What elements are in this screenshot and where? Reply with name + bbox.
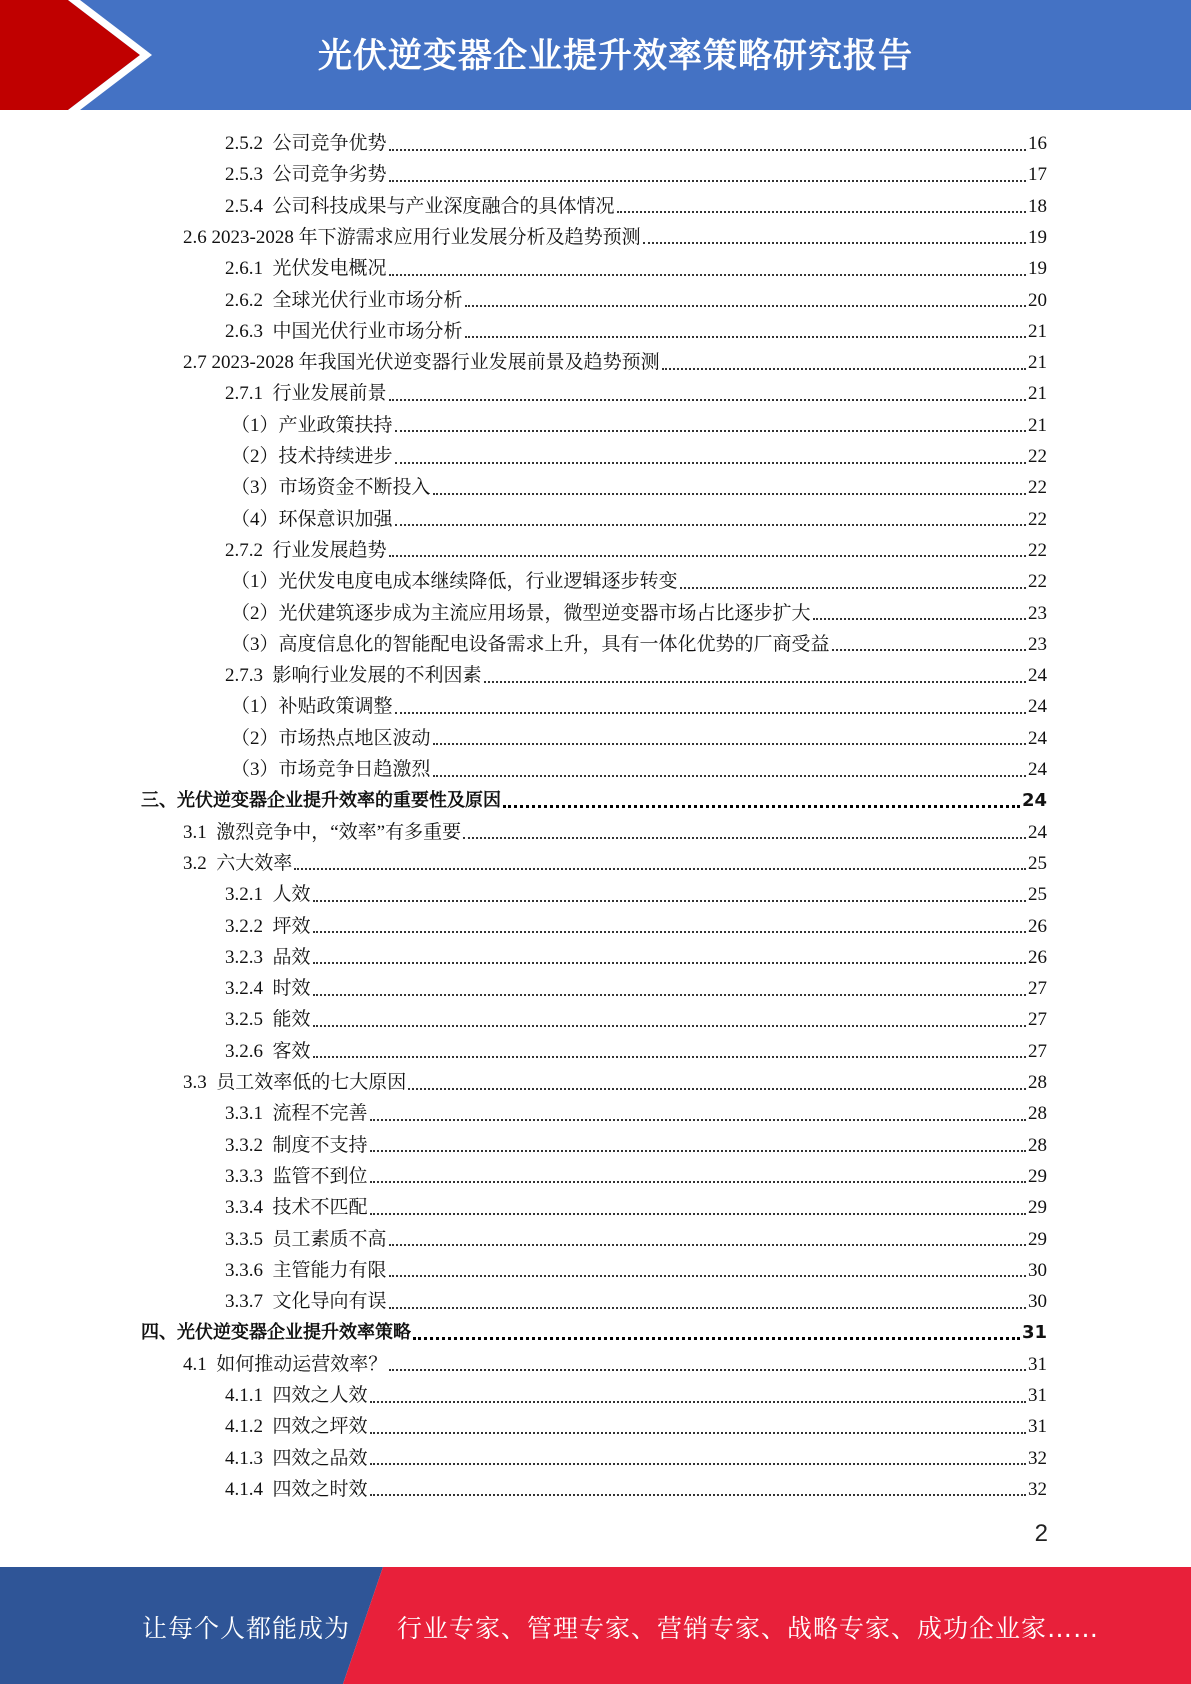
toc-entry-number: 2.6.3 <box>225 320 273 342</box>
toc-entry-page: 29 <box>1028 1165 1047 1187</box>
footer-slogan-left: 让每个人都能成为 <box>142 1614 351 1643</box>
toc-entry[interactable] <box>225 285 1047 316</box>
toc-entry[interactable] <box>225 1411 1047 1442</box>
toc-entry-page: 29 <box>1028 1228 1047 1250</box>
toc-dot-leader <box>395 524 1026 526</box>
toc-dot-leader <box>389 399 1026 401</box>
toc-entry-label: 市场热点地区波动 <box>278 727 431 749</box>
page-header <box>0 0 1191 110</box>
toc-dot-leader <box>433 493 1026 495</box>
toc-entry[interactable] <box>141 785 1047 816</box>
toc-dot-leader <box>294 868 1026 870</box>
toc-entry-page: 22 <box>1028 539 1047 561</box>
toc-entry-page: 26 <box>1028 946 1047 968</box>
toc-entry-number: 3.3.2 <box>225 1134 273 1156</box>
toc-entry-label: 四效之品效 <box>272 1447 368 1469</box>
toc-dot-leader <box>370 1119 1026 1121</box>
toc-dot-leader <box>433 743 1026 745</box>
toc-entry-label: 光伏建筑逐步成为主流应用场景，微型逆变器市场占比逐步扩大 <box>278 602 811 624</box>
toc-entry-label: 四效之人效 <box>272 1385 368 1406</box>
toc-entry-page: 24 <box>1028 665 1047 687</box>
toc-entry-page: 27 <box>1028 1009 1047 1031</box>
toc-entry-page: 18 <box>1028 195 1047 217</box>
toc-entry[interactable] <box>225 316 1047 347</box>
toc-dot-leader <box>465 336 1026 338</box>
toc-entry-label: 补贴政策调整 <box>278 696 393 718</box>
toc-entry[interactable] <box>225 1286 1047 1317</box>
toc-entry-number: 3.2.5 <box>225 1009 273 1031</box>
report-title: 光伏逆变器企业提升效率策略研究报告 <box>318 36 913 76</box>
toc-entry-page: 30 <box>1028 1259 1047 1281</box>
toc-entry-label: 全球光伏行业市场分析 <box>272 289 463 311</box>
toc-entry-page: 30 <box>1028 1291 1047 1313</box>
toc-entry-number: 4.1.3 <box>225 1447 273 1469</box>
toc-entry-label: 环保意识加强 <box>278 508 393 530</box>
toc-entry-page: 24 <box>1028 727 1047 749</box>
toc-entry[interactable] <box>231 441 1047 472</box>
toc-entry-page: 20 <box>1028 289 1047 311</box>
toc-dot-leader <box>408 1088 1026 1090</box>
toc-entry-number: 2.6.2 <box>225 289 273 311</box>
toc-entry-label: 六大效率 <box>216 852 293 874</box>
toc-entry[interactable] <box>225 1224 1047 1255</box>
footer-slogan-right: 行业专家、管理专家、营销专家、战略专家、成功企业家…… <box>397 1614 1100 1643</box>
toc-dot-leader <box>370 1150 1026 1152</box>
toc-entry-page: 22 <box>1028 477 1047 499</box>
toc-entry-label: 流程不完善 <box>272 1103 368 1125</box>
toc-entry-number: （2） <box>231 446 279 467</box>
toc-entry-page: 22 <box>1028 508 1047 530</box>
toc-entry[interactable] <box>225 1161 1047 1192</box>
toc-entry-label: 行业发展趋势 <box>272 539 387 561</box>
toc-entry-number: 4.1.1 <box>225 1385 273 1406</box>
toc-entry[interactable] <box>231 691 1047 722</box>
toc-entry-page: 16 <box>1028 133 1047 154</box>
toc-entry-number: 2.6 <box>183 226 212 248</box>
toc-dot-leader <box>389 555 1026 557</box>
toc-entry-page: 27 <box>1028 978 1047 1000</box>
toc-entry[interactable] <box>231 566 1047 597</box>
toc-entry-number: 2.6.1 <box>225 258 273 280</box>
toc-dot-leader <box>463 837 1026 839</box>
toc-entry-page: 25 <box>1028 852 1047 874</box>
toc-entry-label: 制度不支持 <box>272 1134 368 1156</box>
toc-entry[interactable] <box>231 598 1047 629</box>
toc-dot-leader <box>662 368 1026 370</box>
toc-entry[interactable] <box>183 848 1047 879</box>
toc-entry[interactable] <box>231 723 1047 754</box>
toc-entry-page: 21 <box>1028 414 1047 436</box>
toc-entry-label: 四效之时效 <box>272 1478 368 1500</box>
toc-entry-number: （1） <box>231 414 279 436</box>
toc-entry[interactable] <box>225 128 1047 159</box>
toc-entry-label: 员工效率低的七大原因 <box>216 1072 407 1093</box>
toc-entry-page: 31 <box>1028 1385 1047 1406</box>
toc-dot-leader <box>395 462 1026 464</box>
toc-entry-number: 3.3.7 <box>225 1291 273 1313</box>
page-footer <box>0 1567 1191 1684</box>
toc-entry-page: 24 <box>1028 821 1047 843</box>
toc-entry-page: 19 <box>1028 226 1047 248</box>
toc-dot-leader <box>389 274 1026 276</box>
toc-entry-number: 2.7 <box>183 352 212 374</box>
toc-entry-number: 2.7.3 <box>225 665 273 687</box>
toc-entry-number: 3.1 <box>183 821 217 843</box>
toc-entry-number: （1） <box>231 571 279 593</box>
toc-entry-label: 主管能力有限 <box>272 1259 387 1281</box>
page-number: 2 <box>1034 1520 1048 1547</box>
toc-entry[interactable] <box>225 1380 1047 1411</box>
toc-entry[interactable] <box>231 629 1047 660</box>
toc-entry-number: （1） <box>231 696 279 718</box>
toc-dot-leader <box>484 681 1026 683</box>
toc-entry-number: 3.2 <box>183 852 217 874</box>
toc-entry-page: 24 <box>1028 696 1047 718</box>
toc-entry-label: 行业发展前景 <box>272 383 387 405</box>
toc-entry[interactable] <box>225 159 1047 190</box>
toc-entry-label: 产业政策扶持 <box>278 414 393 436</box>
toc-entry-page: 24 <box>1021 790 1047 812</box>
toc-dot-leader <box>389 1369 1026 1371</box>
toc-dot-leader <box>465 305 1026 307</box>
toc-entry-number: （3） <box>231 477 279 499</box>
toc-dot-leader <box>313 994 1026 996</box>
toc-entry-number: 3.2.6 <box>225 1040 273 1062</box>
toc-entry-label: 2023-2028 年下游需求应用行业发展分析及趋势预测 <box>211 226 641 248</box>
toc-entry-page: 23 <box>1028 633 1047 655</box>
toc-dot-leader <box>395 712 1026 714</box>
toc-entry-label: 能效 <box>272 1009 311 1031</box>
toc-entry-number: （3） <box>231 633 279 655</box>
toc-entry[interactable] <box>225 879 1047 910</box>
toc-entry-label: 市场资金不断投入 <box>278 477 431 499</box>
toc-entry-label: 四效之坪效 <box>272 1416 368 1438</box>
toc-entry-number: （2） <box>231 602 279 624</box>
toc-entry-number: 2.5.4 <box>225 195 273 217</box>
toc-entry-number: 3.2.4 <box>225 978 273 1000</box>
toc-entry-number: （2） <box>231 727 279 749</box>
toc-entry[interactable] <box>225 973 1047 1004</box>
toc-entry-page: 25 <box>1028 884 1047 906</box>
toc-entry-label: 技术不匹配 <box>272 1197 368 1219</box>
toc-entry[interactable] <box>225 378 1047 409</box>
toc-dot-leader <box>389 1275 1026 1277</box>
toc-entry-page: 29 <box>1028 1197 1047 1219</box>
toc-dot-leader <box>395 430 1026 432</box>
toc-entry-page: 22 <box>1028 571 1047 593</box>
toc-entry-page: 31 <box>1028 1416 1047 1438</box>
toc-entry-number: 3.3.6 <box>225 1259 273 1281</box>
toc-entry-number: 4.1.2 <box>225 1416 273 1438</box>
toc-entry[interactable] <box>183 1349 1047 1380</box>
toc-entry-label: 中国光伏行业市场分析 <box>272 320 463 342</box>
toc-entry-number: 4.1.4 <box>225 1478 273 1500</box>
toc-entry-label: 如何推动运营效率？ <box>216 1353 388 1375</box>
toc-entry[interactable] <box>225 1192 1047 1223</box>
toc-dot-leader <box>413 1337 1020 1340</box>
toc-entry-label: 三、光伏逆变器企业提升效率的重要性及原因 <box>141 790 501 812</box>
toc-dot-leader <box>389 149 1026 151</box>
toc-dot-leader <box>370 1401 1026 1403</box>
toc-entry-label: 高度信息化的智能配电设备需求上升，具有一体化优势的厂商受益 <box>278 633 830 655</box>
toc-entry[interactable] <box>225 1255 1047 1286</box>
toc-entry-label: 激烈竞争中，“效率”有多重要 <box>216 821 462 843</box>
toc-dot-leader <box>370 1463 1026 1465</box>
toc-entry-label: 公司科技成果与产业深度融合的具体情况 <box>272 195 615 217</box>
toc-dot-leader <box>313 900 1026 902</box>
toc-entry-label: 市场竞争日趋激烈 <box>278 759 431 780</box>
toc-entry-page: 24 <box>1028 759 1047 780</box>
toc-entry[interactable] <box>183 817 1047 848</box>
toc-entry-number: 4.1 <box>183 1353 217 1375</box>
toc-entry[interactable] <box>225 1098 1047 1129</box>
toc-entry-number: 3.3.1 <box>225 1103 273 1125</box>
toc-entry-label: 文化导向有误 <box>272 1291 387 1313</box>
toc-entry-label: 四、光伏逆变器企业提升效率策略 <box>141 1322 411 1344</box>
toc-dot-leader <box>832 649 1026 651</box>
toc-entry[interactable] <box>225 911 1047 942</box>
toc-entry-label: 监管不到位 <box>272 1165 368 1187</box>
toc-entry-label: 客效 <box>272 1040 311 1062</box>
toc-dot-leader <box>370 1432 1026 1434</box>
toc-entry-number: （4） <box>231 508 279 530</box>
toc-entry-label: 光伏发电概况 <box>272 258 387 280</box>
toc-entry[interactable] <box>225 942 1047 973</box>
toc-entry[interactable] <box>183 222 1047 253</box>
toc-entry[interactable] <box>225 253 1047 284</box>
toc-entry[interactable] <box>225 535 1047 566</box>
toc-dot-leader <box>680 587 1026 589</box>
toc-entry[interactable] <box>225 191 1047 222</box>
toc-entry-label: 2023-2028 年我国光伏逆变器行业发展前景及趋势预测 <box>211 352 660 374</box>
toc-entry[interactable] <box>225 1036 1047 1067</box>
toc-entry-page: 28 <box>1028 1103 1047 1125</box>
toc-entry[interactable] <box>141 1317 1047 1348</box>
toc-entry-number: 2.5.2 <box>225 133 273 154</box>
toc-dot-leader <box>389 180 1026 182</box>
toc-entry-page: 21 <box>1028 383 1047 405</box>
toc-entry-number: （3） <box>231 759 279 780</box>
toc-dot-leader <box>370 1494 1026 1496</box>
toc-entry-number: 3.2.3 <box>225 946 273 968</box>
toc-entry-label: 影响行业发展的不利因素 <box>272 665 482 687</box>
toc-dot-leader <box>389 1244 1026 1246</box>
toc-entry-label: 公司竞争优势 <box>272 133 387 154</box>
toc-entry-label: 坪效 <box>272 915 311 937</box>
toc-entry-page: 27 <box>1028 1040 1047 1062</box>
toc-entry-page: 26 <box>1028 915 1047 937</box>
toc-dot-leader <box>313 962 1026 964</box>
toc-dot-leader <box>617 211 1026 213</box>
toc-entry-page: 21 <box>1028 352 1047 374</box>
toc-entry-page: 32 <box>1028 1478 1047 1500</box>
toc-entry-label: 人效 <box>272 884 311 906</box>
toc-entry-page: 21 <box>1028 320 1047 342</box>
toc-entry-label: 时效 <box>272 978 311 1000</box>
toc-entry[interactable] <box>231 472 1047 503</box>
toc-entry-number: 3.2.1 <box>225 884 273 906</box>
toc-entry[interactable] <box>225 660 1047 691</box>
toc-dot-leader <box>313 931 1026 933</box>
toc-dot-leader <box>389 1307 1026 1309</box>
toc-entry-page: 28 <box>1028 1134 1047 1156</box>
toc-entry[interactable] <box>225 1443 1047 1474</box>
toc-dot-leader <box>813 618 1026 620</box>
toc-entry-label: 光伏发电度电成本继续降低，行业逻辑逐步转变 <box>278 571 678 593</box>
toc-entry-label: 员工素质不高 <box>272 1228 387 1250</box>
toc-entry-number: 2.7.2 <box>225 539 273 561</box>
toc-entry[interactable] <box>231 754 1047 785</box>
toc-entry-label: 品效 <box>272 946 311 968</box>
toc-entry[interactable] <box>225 1130 1047 1161</box>
toc-dot-leader <box>370 1181 1026 1183</box>
toc-entry-number: 2.7.1 <box>225 383 273 405</box>
toc-entry[interactable] <box>231 410 1047 441</box>
toc-entry-number: 3.3.4 <box>225 1197 273 1219</box>
toc-dot-leader <box>313 1025 1026 1027</box>
toc-dot-leader <box>370 1213 1026 1215</box>
toc-entry-label: 技术持续进步 <box>278 446 393 467</box>
toc-entry-page: 19 <box>1028 258 1047 280</box>
toc-entry-page: 31 <box>1028 1353 1047 1375</box>
toc-dot-leader <box>503 805 1020 808</box>
toc-entry-number: 3.3 <box>183 1072 217 1093</box>
toc-dot-leader <box>643 242 1026 244</box>
toc-entry-page: 28 <box>1028 1072 1047 1093</box>
toc-entry-page: 31 <box>1021 1322 1047 1344</box>
toc-entry[interactable] <box>225 1474 1047 1505</box>
toc-entry[interactable] <box>183 1067 1047 1098</box>
toc-entry-page: 17 <box>1028 164 1047 186</box>
toc-entry-number: 3.3.5 <box>225 1228 273 1250</box>
toc-entry-page: 22 <box>1028 446 1047 467</box>
toc-entry-number: 3.2.2 <box>225 915 273 937</box>
toc-dot-leader <box>433 775 1026 777</box>
toc-dot-leader <box>313 1056 1026 1058</box>
toc-entry[interactable] <box>183 347 1047 378</box>
toc-entry-number: 2.5.3 <box>225 164 273 186</box>
toc-entry-number: 3.3.3 <box>225 1165 273 1187</box>
toc-entry[interactable] <box>231 504 1047 535</box>
toc-entry-page: 23 <box>1028 602 1047 624</box>
toc-entry[interactable] <box>225 1004 1047 1035</box>
toc-entry-page: 32 <box>1028 1447 1047 1469</box>
toc-entry-label: 公司竞争劣势 <box>272 164 387 186</box>
